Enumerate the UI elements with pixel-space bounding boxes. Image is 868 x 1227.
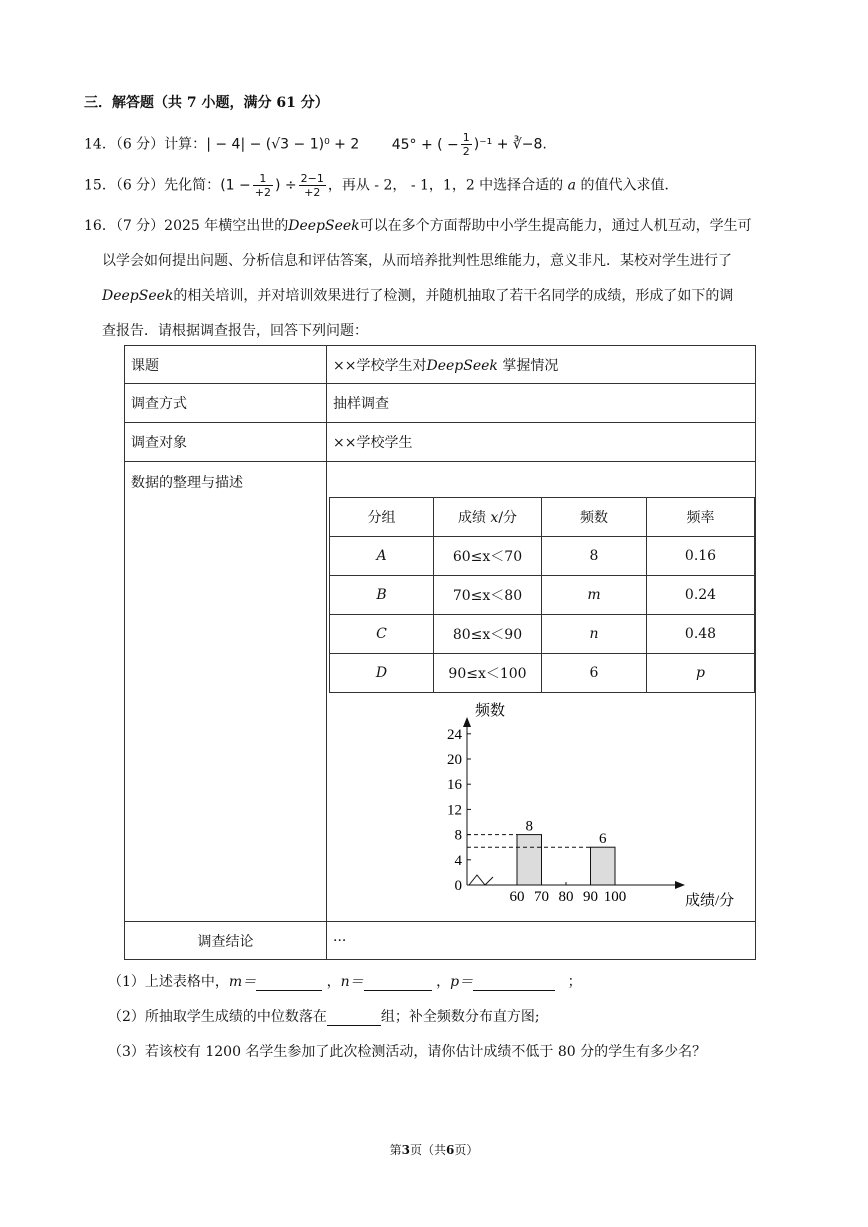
histogram-bar [591,847,616,885]
data-cell [327,462,756,922]
freq-range: 70≤x＜80 [434,576,542,615]
q15-number: 15． [84,177,116,194]
answer-blank-n[interactable] [364,976,432,991]
freq-rate: p [647,654,755,693]
frequency-table [329,497,755,693]
q16-deepseek: DeepSeek [288,218,360,234]
sub-question-3: （3）若该校有 1200 名学生参加了此次检测活动，请你估计成绩不低于 80 分的学生有多少名？ [108,1044,707,1060]
y-axis-label: 频数 [475,703,506,719]
q14-expr-3: )⁻¹ + ∛−8. [473,136,547,153]
bar-value-label: 6 [599,831,607,848]
freq-row [330,615,755,654]
topic-label: 课题 [125,346,327,384]
freq-count: n [542,615,647,654]
q15-fraction-1: $\frac{1}{+2}$ [254,172,271,199]
answer-blank-p[interactable] [473,976,555,991]
y-tick-label: 4 [454,852,462,869]
survey-row-method [125,384,756,423]
total-pages: 6 [446,1143,455,1157]
q1-end: ； [567,974,582,990]
q15-fraction-2: $\frac{2-1}{+2}$ [300,172,324,199]
freq-count: m [542,576,647,615]
q14-number: 14． [84,136,116,153]
survey-row-topic [125,346,756,384]
freq-header: 分组 [330,498,434,537]
q1-p-label: p＝ [450,974,474,990]
q2-text: 组；补全频数分布直方图; [380,1009,540,1025]
freq-group: D [330,654,434,693]
q15-expr-div: ) ÷ [274,177,297,194]
freq-row [330,654,755,693]
q1-separator: ， [436,974,451,990]
q14-fraction: $\frac{1}{2}$ [462,131,470,158]
sub-question-1 [108,971,582,991]
conclusion-value: ··· [327,922,756,960]
axis-break-mark [469,875,493,885]
freq-count: 8 [542,537,647,576]
q16-line-3 [102,285,733,305]
object-label: 调查对象 [125,423,327,462]
freq-header: 频率 [647,498,755,537]
freq-header-row [330,498,755,537]
y-tick-label: 12 [447,802,462,819]
x-tick-label: 90 [583,889,598,905]
q14-expr-2: 45° + ( − [391,136,459,153]
page-footer: 第3页（共6页） [389,1143,479,1157]
method-label: 调查方式 [125,384,327,423]
q1-text: （1）上述表格中， [108,974,229,990]
q15-text: ，再从 - 2， - 1，1，2 中选择合适的 [327,177,564,194]
sub-question-2 [108,1006,540,1026]
q15-var-a: a [567,177,576,194]
freq-group: A [330,537,434,576]
data-label: 数据的整理与描述 [125,462,327,922]
survey-row-data [125,462,756,922]
y-tick-label: 0 [454,878,462,894]
q15-text-end: 的值代入求值． [580,177,679,194]
freq-range: 60≤x＜70 [434,537,542,576]
y-tick-label: 16 [447,777,462,794]
q14-score: （6 分）计算： [115,136,207,153]
question-15 [84,172,678,199]
q16-line-1 [84,215,752,235]
freq-range: 90≤x＜100 [434,654,542,693]
q16-text: （7 分）2025 年横空出世的 [115,218,289,234]
method-value: 抽样调查 [327,384,756,423]
q16-number: 16． [84,218,116,234]
q16-text: 可以在多个方面帮助中小学生提高能力，通过人机互动，学生可 [359,218,752,234]
x-axis-arrow [675,881,685,889]
freq-header: 频数 [542,498,647,537]
q16-deepseek: DeepSeek [102,288,174,304]
y-tick-label: 20 [447,752,462,768]
topic-value: ××学校学生对DeepSeek 掌握情况 [327,346,756,384]
freq-rate: 0.24 [647,576,755,615]
x-tick-label: 70 [534,889,549,905]
x-tick-label: 60 [509,889,525,905]
freq-rate: 0.16 [647,537,755,576]
section-title: 三．解答题（共 7 小题，满分 61 分） [84,95,329,111]
q16-line-2: 以学会如何提出问题、分析信息和评估答案，从而培养批判性思维能力，意义非凡．某校对学生进行了 [102,253,732,269]
q16-line-4: 查报告．请根据调查报告，回答下列问题： [102,323,368,339]
freq-rate: 0.48 [647,615,755,654]
q15-expr-open: (1 − [220,177,251,194]
question-14 [84,131,547,158]
q1-separator: ， [326,974,341,990]
q14-expr-1: | − 4| − (√3 − 1)⁰ + 2 [206,136,360,153]
object-value: ××学校学生 [327,423,756,462]
freq-header: 成绩 x/分 [434,498,542,537]
answer-blank-median[interactable] [327,1011,381,1026]
y-tick-label: 8 [454,827,462,844]
q1-m-label: m＝ [228,974,257,990]
frequency-histogram [437,699,737,919]
survey-report-table [124,345,756,960]
x-tick-label: 80 [558,889,574,905]
q1-n-label: n＝ [340,974,364,990]
conclusion-label: 调查结论 [125,922,327,960]
x-axis-label: 成绩/分 [685,893,735,909]
q2-text: （2）所抽取学生成绩的中位数落在 [108,1009,327,1025]
freq-count: 6 [542,654,647,693]
y-axis-arrow [463,717,471,727]
histogram-bar [517,835,542,885]
survey-row-conclusion [125,922,756,960]
freq-group: C [330,615,434,654]
y-tick-label: 24 [447,726,462,743]
x-tick-label: 100 [603,889,627,905]
q15-score: （6 分）先化简： [115,177,221,194]
q16-text: 的相关培训，并对培训效果进行了检测，并随机抽取了若干名同学的成绩，形成了如下的调 [173,288,734,304]
freq-row [330,576,755,615]
freq-row [330,537,755,576]
freq-group: B [330,576,434,615]
page-number: 3 [401,1143,410,1157]
freq-range: 80≤x＜90 [434,615,542,654]
bar-value-label: 8 [525,818,533,835]
answer-blank-m[interactable] [256,976,322,991]
survey-row-object [125,423,756,462]
